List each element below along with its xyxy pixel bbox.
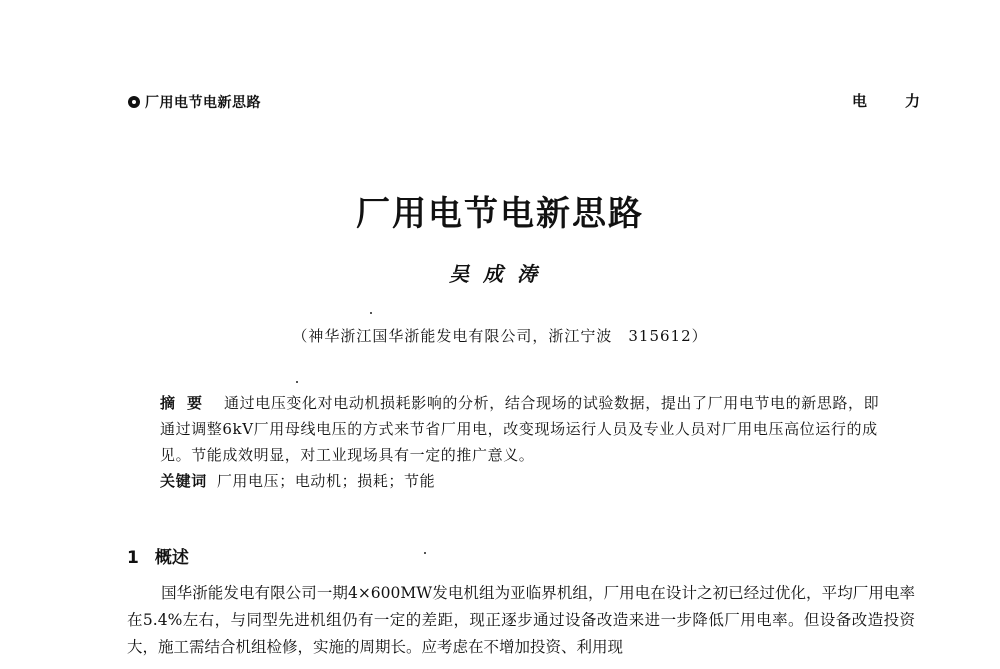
article-affiliation: （神华浙江国华浙能发电有限公司，浙江宁波 315612） (292, 327, 708, 345)
scan-speck (296, 381, 298, 383)
article-title: 厂用电节电新思路 (356, 194, 644, 234)
bullet-icon (128, 96, 140, 108)
section-title: 概述 (154, 548, 189, 568)
body-paragraph-text: 国华浙能发电有限公司一期4×600MW发电机组为亚临界机组，厂用电在设计之初已经过优化，平均厂用电率在5.4%左右，与同型先进机组仍有一定的差距，现正逐步通过设备改造来进一步降低厂用电率。但设备改造投资大，施工需结合机组检修，实施的周期长。应考虑在不增加投资、利用现 (127, 584, 915, 656)
scan-speck (370, 312, 372, 314)
scan-speck (424, 552, 426, 554)
running-header-title: 厂用电节电新思路 (145, 95, 261, 111)
running-header-journal: 电力 (852, 92, 959, 110)
running-header-left (128, 92, 261, 112)
keywords-line (160, 468, 880, 494)
keywords-label: 关键词 (160, 472, 207, 490)
body-paragraph (127, 580, 915, 661)
keywords-text: 厂用电压；电动机；损耗；节能 (216, 472, 436, 490)
abstract-paragraph (160, 390, 880, 468)
abstract-text: 通过电压变化对电动机损耗影响的分析，结合现场的试验数据，提出了厂用电节电的新思路，即通过调整6kV厂用母线电压的方式来节省厂用电，改变现场运行人员及专业人员对厂用电压高位运行的成见。节能成效明显，对工业现场具有一定的推广意义。 (160, 394, 880, 464)
section-heading (127, 543, 189, 568)
abstract-block (160, 390, 880, 494)
article-author: 吴成涛 (449, 262, 551, 286)
section-number: 1 (127, 548, 139, 568)
abstract-label: 摘要 (160, 394, 215, 412)
